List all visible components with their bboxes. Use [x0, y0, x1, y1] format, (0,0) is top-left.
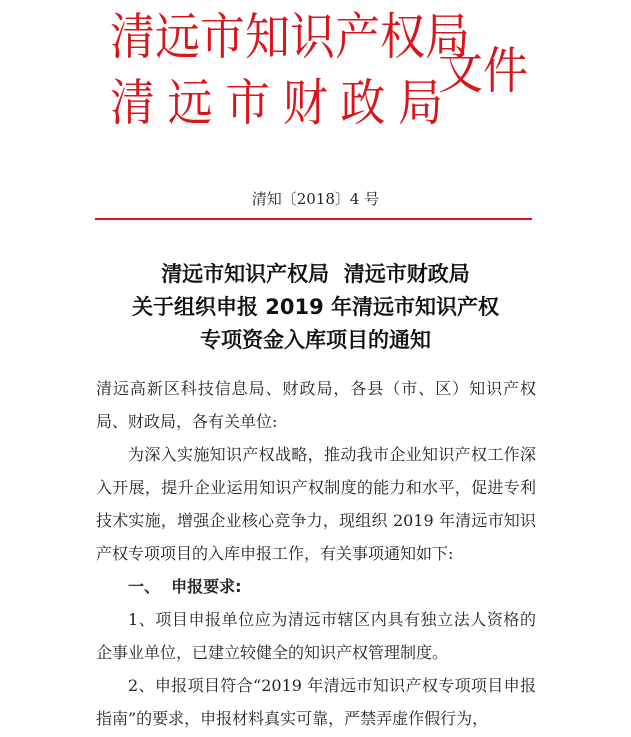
- salutation: 清远高新区科技信息局、财政局，各县（市、区）知识产权局、财政局，各有关单位:: [96, 379, 536, 431]
- doc-word: 文件: [438, 42, 528, 100]
- issuer-finance-bureau: 清远市财政局: [110, 74, 456, 132]
- section-heading-requirements: 一、 申报要求:: [128, 577, 242, 596]
- title-line-1: 清远市知识产权局 清远市财政局: [161, 262, 470, 286]
- letterhead: [110, 6, 530, 156]
- document-body: [96, 372, 536, 735]
- red-divider: [95, 218, 532, 220]
- document-number: 清知〔2018〕4 号: [251, 190, 380, 208]
- issuer-ip-bureau: 清远市知识产权局: [110, 8, 470, 66]
- paragraph-intro: 为深入实施知识产权战略，推动我市企业知识产权工作深入开展，提升企业运用知识产权制度的能力和水平，促进专利技术实施，增强企业核心竞争力，现组织 2019 年清远市知识产权专项项目的入库申报工作，有关事项通知如下:: [96, 445, 536, 563]
- title-line-3: 专项资金入库项目的通知: [200, 328, 431, 352]
- requirement-item-1: 1、项目申报单位应为清远市辖区内具有独立法人资格的企事业单位，已建立较健全的知识产权管理制度。: [96, 610, 536, 662]
- title-line-2: 关于组织申报 2019 年清远市知识产权: [131, 295, 500, 319]
- requirement-item-2: 2、申报项目符合“2019 年清远市知识产权专项项目申报指南”的要求，申报材料真实可靠，严禁弄虚作假行为，: [96, 676, 536, 728]
